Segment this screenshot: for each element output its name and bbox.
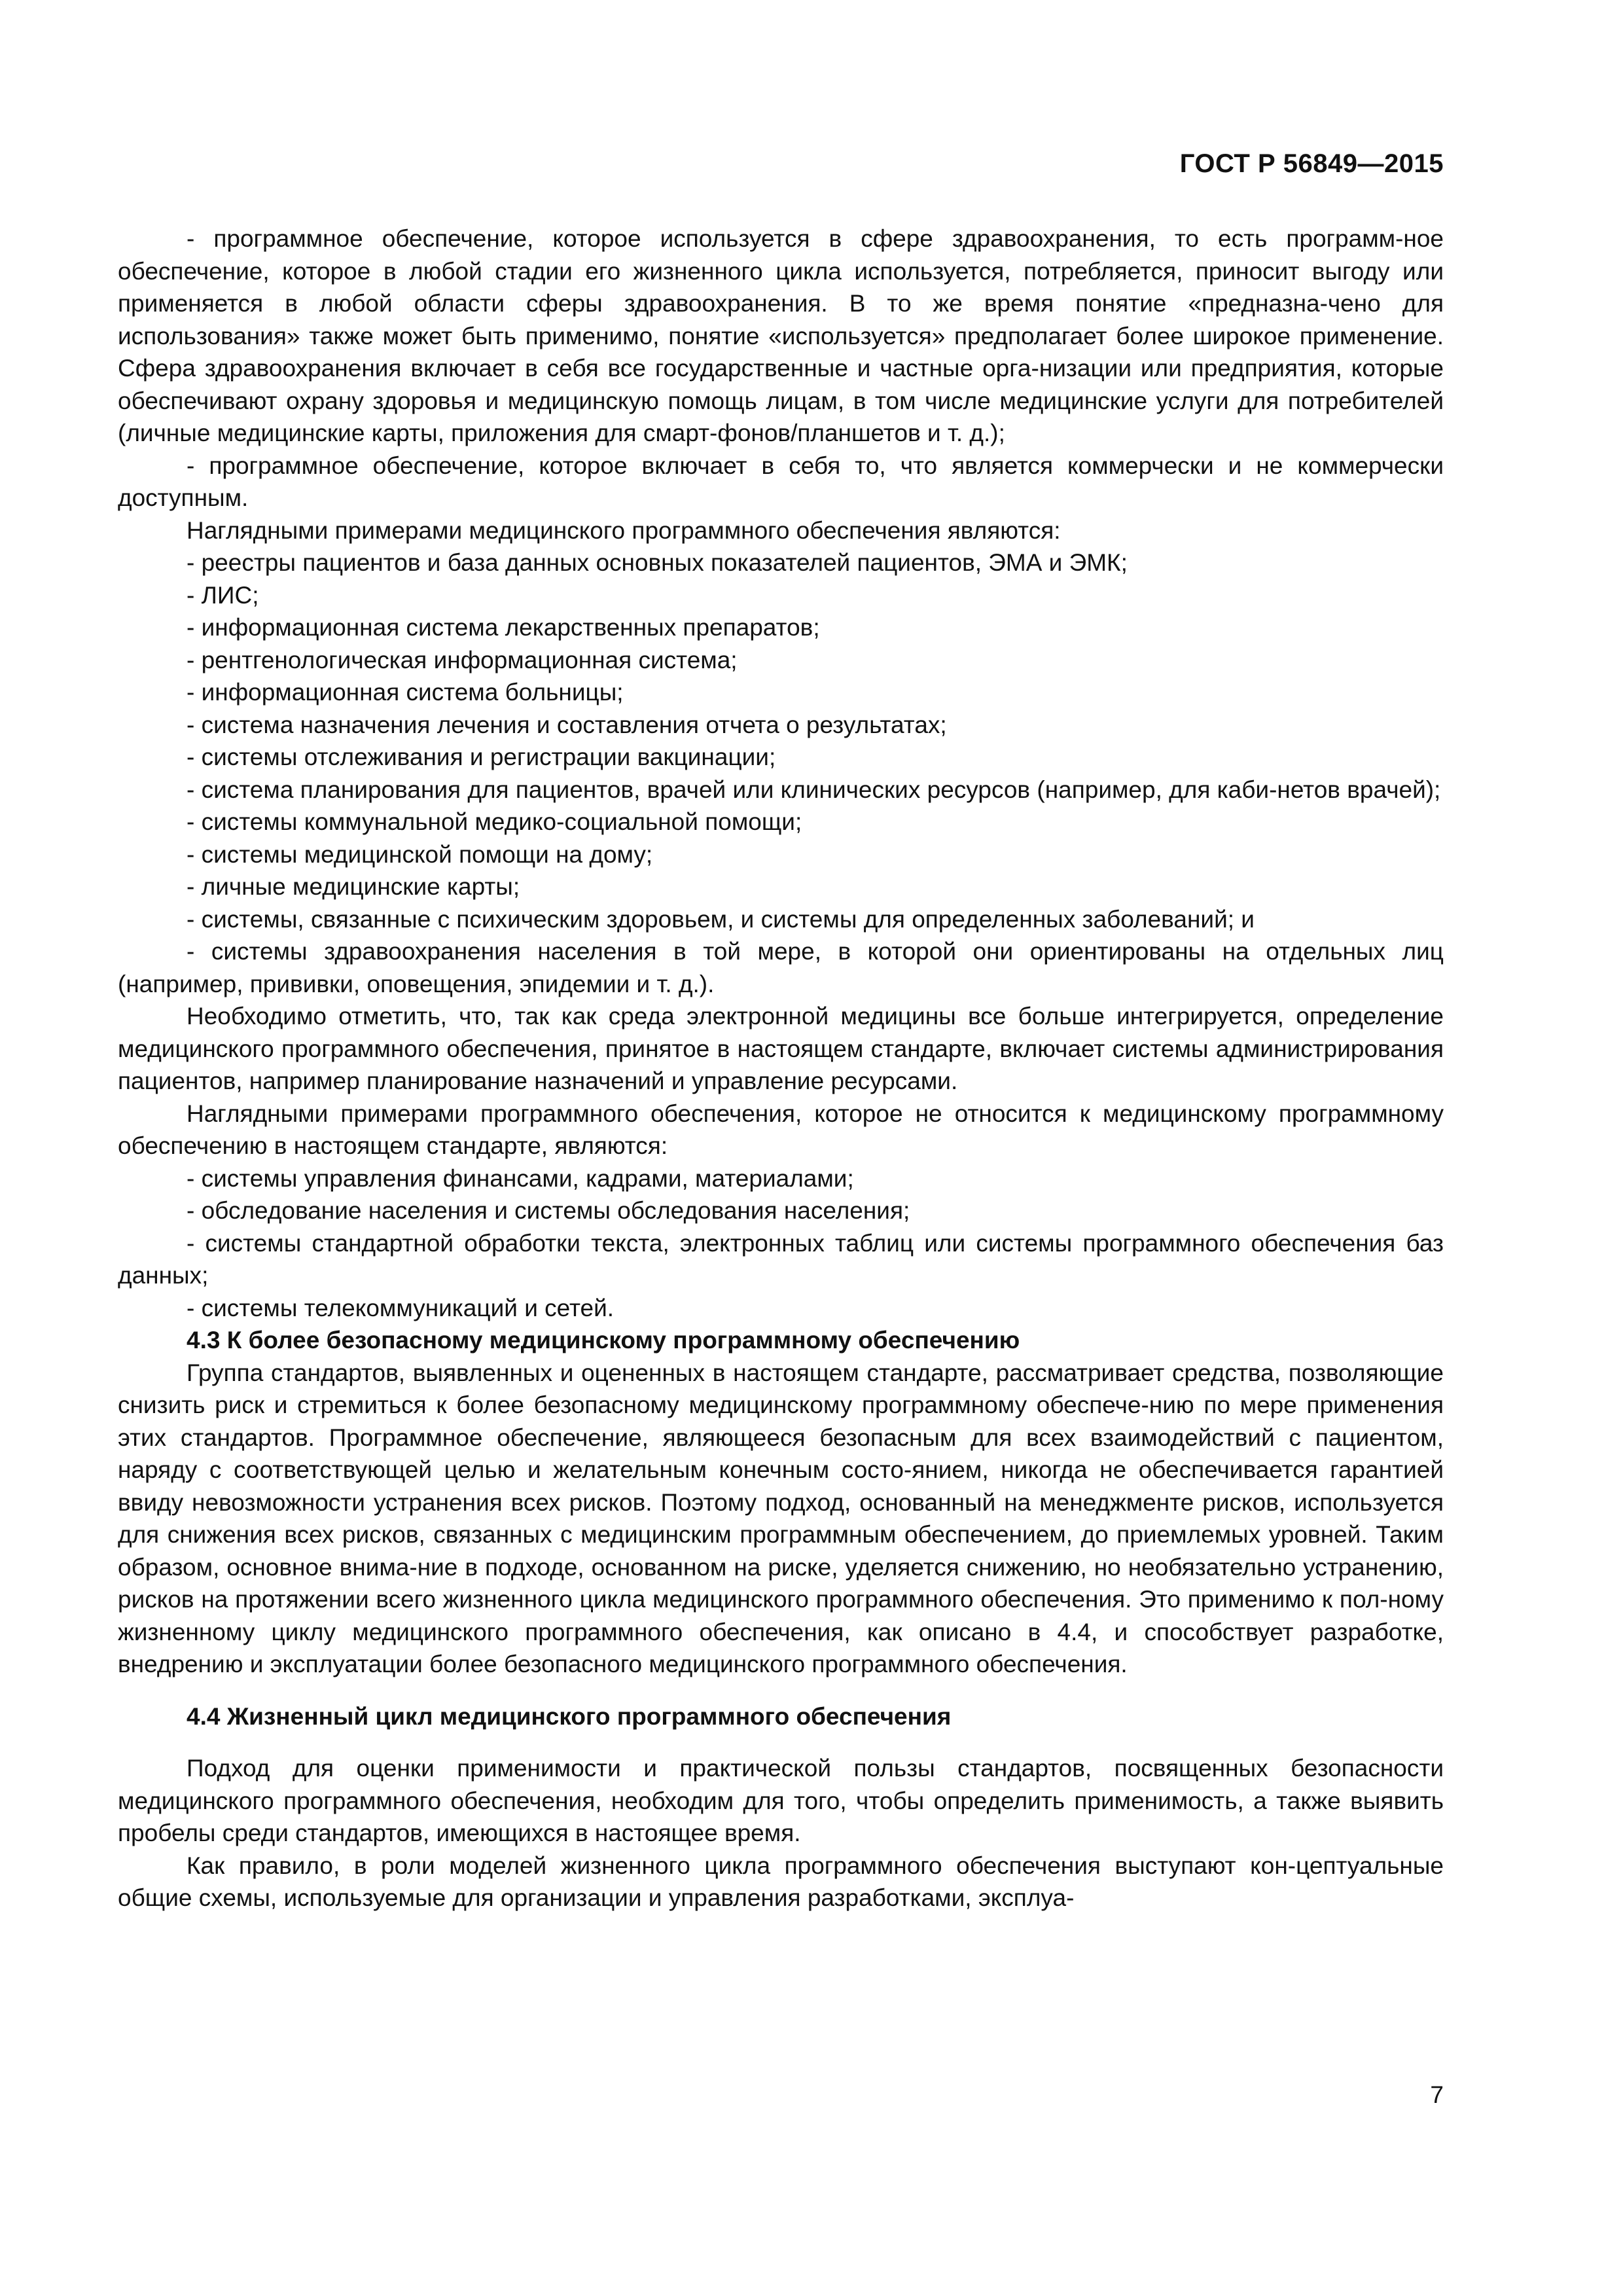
- section-heading-4-3: 4.3 К более безопасному медицинскому программному обеспечению: [187, 1327, 1020, 1354]
- page-body: [118, 223, 1444, 1914]
- list-item: - система назначения лечения и составления отчета о результатах;: [187, 711, 947, 738]
- list-item: - системы стандартной обработки текста, электронных таблиц или системы программного обеспечения баз данных;: [118, 1229, 1444, 1289]
- list-item: - системы отслеживания и регистрации вакцинации;: [187, 744, 776, 770]
- page-number: 7: [1430, 2081, 1444, 2108]
- list-item: - информационная система лекарственных препаратов;: [187, 614, 820, 641]
- paragraph: Наглядными примерами программного обеспечения, которое не относится к медицинскому программному обеспечению в настоящем стандарте, являются:: [118, 1100, 1444, 1159]
- list-item: - системы управления финансами, кадрами, материалами;: [187, 1164, 854, 1192]
- section-heading-4-4: 4.4 Жизненный цикл медицинского программного обеспечения: [187, 1702, 952, 1730]
- list-item: - обследование населения и системы обследования населения;: [187, 1197, 910, 1224]
- list-item: - рентгенологическая информационная система;: [187, 646, 738, 673]
- list-item: - личные медицинские карты;: [187, 873, 520, 900]
- list-item: - ЛИС;: [187, 581, 259, 609]
- document-id: ГОСТ Р 56849—2015: [1179, 149, 1444, 178]
- list-item: - информационная система больницы;: [187, 679, 624, 706]
- list-item: - системы коммунальной медико-социальной помощи;: [187, 808, 802, 835]
- section-4-4-paragraph: Как правило, в роли моделей жизненного цикла программного обеспечения выступают кон-цептуальные общие схемы, используемые для организации и управления разработками, эксплуа-: [118, 1852, 1444, 1911]
- paragraph: Наглядными примерами медицинского программного обеспечения являются:: [187, 516, 1061, 544]
- list-item: - системы, связанные с психическим здоровьем, и системы для определенных заболеваний; и: [187, 905, 1255, 933]
- section-4-3-text: Группа стандартов, выявленных и оцененных в настоящем стандарте, рассматривает средства, позволяющие снизить риск и стремиться к более безопасному медицинскому программному обеспече-нию по мере применения этих стандартов. Программное обеспечение, являющееся безопасным для всех взаимодействий с пациентом, наряду с соответствующей целью и желательным конечным состо-янием, никогда не обеспечивается гарантией ввиду невозможности устранения всех рисков. Поэтому подход, основанный на менеджменте рисков, используется для снижения всех рисков, связанных с медицинским программным обеспечением, до приемлемых уровней. Таким образом, основное внима-ние в подходе, основанном на риске, уделяется снижению, но необязательно устранению, рисков на протяжении всего жизненного цикла медицинского программного обеспечения. Это применимо к пол-ному жизненному циклу медицинского программного обеспечения, как описано в 4.4, и способствует разработке, внедрению и эксплуатации более безопасного медицинского программного обеспечения.: [118, 1359, 1444, 1677]
- list-item: - системы телекоммуникаций и сетей.: [187, 1294, 615, 1321]
- list-item: - система планирования для пациентов, врачей или клинических ресурсов (например, для каби-нетов врачей);: [187, 776, 1441, 803]
- paragraph: Необходимо отметить, что, так как среда электронной медицины все больше интегрируется, определение медицинского программного обеспечения, принятое в настоящем стандарте, включает системы администрирования пациентов, например планирование назначений и управление ресурсами.: [118, 1003, 1444, 1094]
- paragraph: - программное обеспечение, которое используется в сфере здравоохранения, то есть программ-ное обеспечение, которое в любой стадии его жизненного цикла используется, потребляется, приносит выгоду или применяется в любой области сферы здравоохранения. В то же время понятие «предназна-чено для использования» также может быть применимо, понятие «используется» предполагает более широкое применение. Сфера здравоохранения включает в себя все государственные и частные орга-низации или предприятия, которые обеспечивают охрану здоровья и медицинскую помощь лицам, в том числе медицинские услуги для потребителей (личные медицинские карты, приложения для смарт-фонов/планшетов и т. д.);: [118, 225, 1444, 446]
- list-item: - системы здравоохранения населения в той мере, в которой они ориентированы на отдельных лиц (например, прививки, оповещения, эпидемии и т. д.).: [118, 938, 1444, 997]
- section-4-4-paragraph: Подход для оценки применимости и практической пользы стандартов, посвященных безопасности медицинского программного обеспечения, необходим для того, чтобы определить применимость, а также выявить пробелы среди стандартов, имеющихся в настоящее время.: [118, 1755, 1444, 1846]
- list-item: - системы медицинской помощи на дому;: [187, 840, 653, 868]
- paragraph: - программное обеспечение, которое включает в себя то, что является коммерчески и не коммерчески доступным.: [118, 452, 1444, 511]
- list-item: - реестры пациентов и база данных основных показателей пациентов, ЭМА и ЭМК;: [187, 549, 1128, 576]
